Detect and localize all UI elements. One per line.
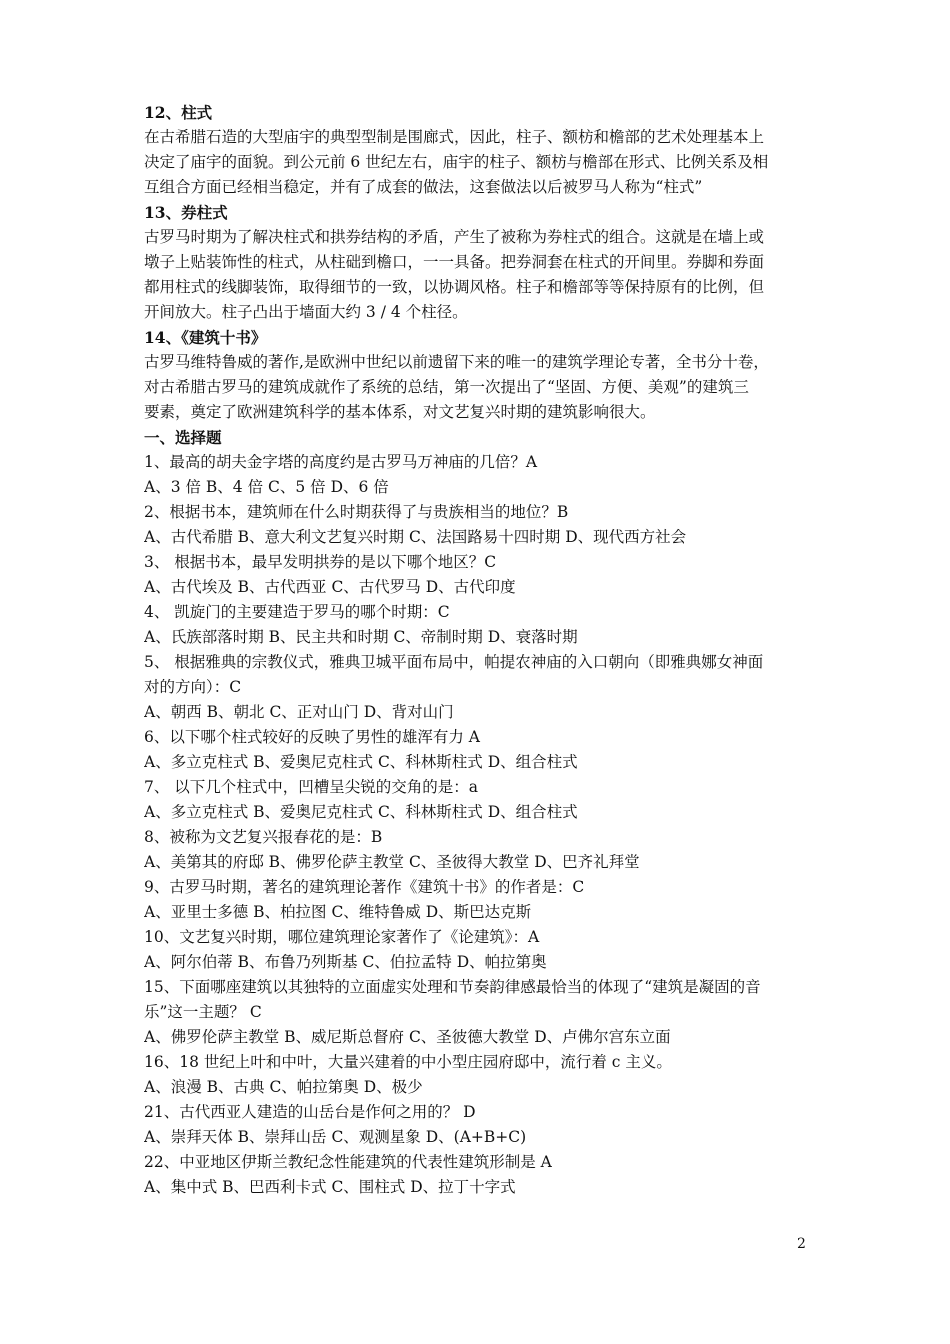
choice-section-heading: 一、选择题 [144,428,222,447]
page-content [144,100,824,1200]
options-line: A、古代埃及 B、古代西亚 C、古代罗马 D、古代印度 [144,578,516,596]
paragraph-line: 墩子上贴装饰性的柱式，从柱础到檐口，一一具备。把券洞套在柱式的开间里。券脚和券面 [144,253,765,271]
paragraph-line: 都用柱式的线脚装饰，取得细节的一致，以协调风格。柱子和檐部等等保持原有的比例，但 [144,278,765,296]
options-line: A、古代希腊 B、意大利文艺复兴时期 C、法国路易十四时期 D、现代西方社会 [144,528,687,546]
options-line: A、佛罗伦萨主教堂 B、威尼斯总督府 C、圣彼德大教堂 D、卢佛尔宫东立面 [144,1028,671,1046]
question-line: 4、 凯旋门的主要建造于罗马的哪个时期：C [144,603,450,621]
paragraph-line: 对古希腊古罗马的建筑成就作了系统的总结，第一次提出了“坚固、方便、美观”的建筑三 [144,378,749,396]
section-heading-13: 13、券柱式 [144,203,228,222]
options-line: A、亚里士多德 B、柏拉图 C、维特鲁威 D、斯巴达克斯 [144,903,532,921]
question-line: 21、古代西亚人建造的山岳台是作何之用的？ D [144,1103,476,1121]
question-line: 乐”这一主题？ C [144,1003,262,1021]
options-line: A、氏族部落时期 B、民主共和时期 C、帝制时期 D、衰落时期 [144,628,578,646]
page-number: 2 [797,1236,806,1252]
question-line: 6、以下哪个柱式较好的反映了男性的雄浑有力 A [144,728,480,746]
options-line: A、集中式 B、巴西利卡式 C、围柱式 D、拉丁十字式 [144,1178,516,1196]
paragraph-line: 在古希腊石造的大型庙宇的典型型制是围廊式，因此，柱子、额枋和檐部的艺术处理基本上 [144,128,765,146]
paragraph-line: 古罗马维特鲁威的著作,是欧洲中世纪以前遗留下来的唯一的建筑学理论专著，全书分十卷， [144,353,769,371]
options-line: A、朝西 B、朝北 C、正对山门 D、背对山门 [144,703,454,721]
question-line: 8、被称为文艺复兴报春花的是：B [144,828,383,846]
options-line: A、美第其的府邸 B、佛罗伦萨主教堂 C、圣彼得大教堂 D、巴齐礼拜堂 [144,853,640,871]
paragraph-line: 决定了庙宇的面貌。到公元前 6 世纪左右，庙宇的柱子、额枋与檐部在形式、比例关系及相 [144,153,769,171]
options-line: A、多立克柱式 B、爱奥尼克柱式 C、科林斯柱式 D、组合柱式 [144,753,578,771]
question-line: 16、18 世纪上叶和中叶，大量兴建着的中小型庄园府邸中，流行着 c 主义。 [144,1053,672,1071]
question-line: 22、中亚地区伊斯兰教纪念性能建筑的代表性建筑形制是 A [144,1153,552,1171]
question-line: 10、文艺复兴时期，哪位建筑理论家著作了《论建筑》：A [144,928,540,946]
question-line: 7、 以下几个柱式中，凹槽呈尖锐的交角的是：a [144,778,479,796]
section-heading-12: 12、柱式 [144,103,213,122]
options-line: A、崇拜天体 B、崇拜山岳 C、观测星象 D、(A+B+C) [144,1128,527,1146]
options-line: A、3 倍 B、4 倍 C、5 倍 D、6 倍 [144,478,389,496]
options-line: A、浪漫 B、古典 C、帕拉第奥 D、极少 [144,1078,423,1096]
paragraph-line: 开间放大。柱子凸出于墙面大约 3 / 4 个柱径。 [144,303,468,321]
paragraph-line: 互组合方面已经相当稳定，并有了成套的做法，这套做法以后被罗马人称为“柱式” [144,178,703,196]
paragraph-line: 要素，奠定了欧洲建筑科学的基本体系，对文艺复兴时期的建筑影响很大。 [144,403,656,421]
question-line: 15、下面哪座建筑以其独特的立面虚实处理和节奏韵律感最恰当的体现了“建筑是凝固的音 [144,978,761,996]
options-line: A、阿尔伯蒂 B、布鲁乃列斯基 C、伯拉孟特 D、帕拉第奥 [144,953,547,971]
section-heading-14: 14、《建筑十书》 [144,328,267,347]
question-line: 2、根据书本，建筑师在什么时期获得了与贵族相当的地位？B [144,503,569,521]
options-line: A、多立克柱式 B、爱奥尼克柱式 C、科林斯柱式 D、组合柱式 [144,803,578,821]
question-line: 1、最高的胡夫金字塔的高度约是古罗马万神庙的几倍？A [144,453,538,471]
paragraph-line: 古罗马时期为了解决柱式和拱券结构的矛盾，产生了被称为券柱式的组合。这就是在墙上或 [144,228,765,246]
question-line: 3、 根据书本，最早发明拱券的是以下哪个地区？C [144,553,497,571]
question-line: 9、古罗马时期，著名的建筑理论著作《建筑十书》的作者是：C [144,878,585,896]
question-line: 对的方向）：C [144,678,242,696]
question-line: 5、 根据雅典的宗教仪式，雅典卫城平面布局中，帕提农神庙的入口朝向（即雅典娜女神面 [144,653,764,671]
